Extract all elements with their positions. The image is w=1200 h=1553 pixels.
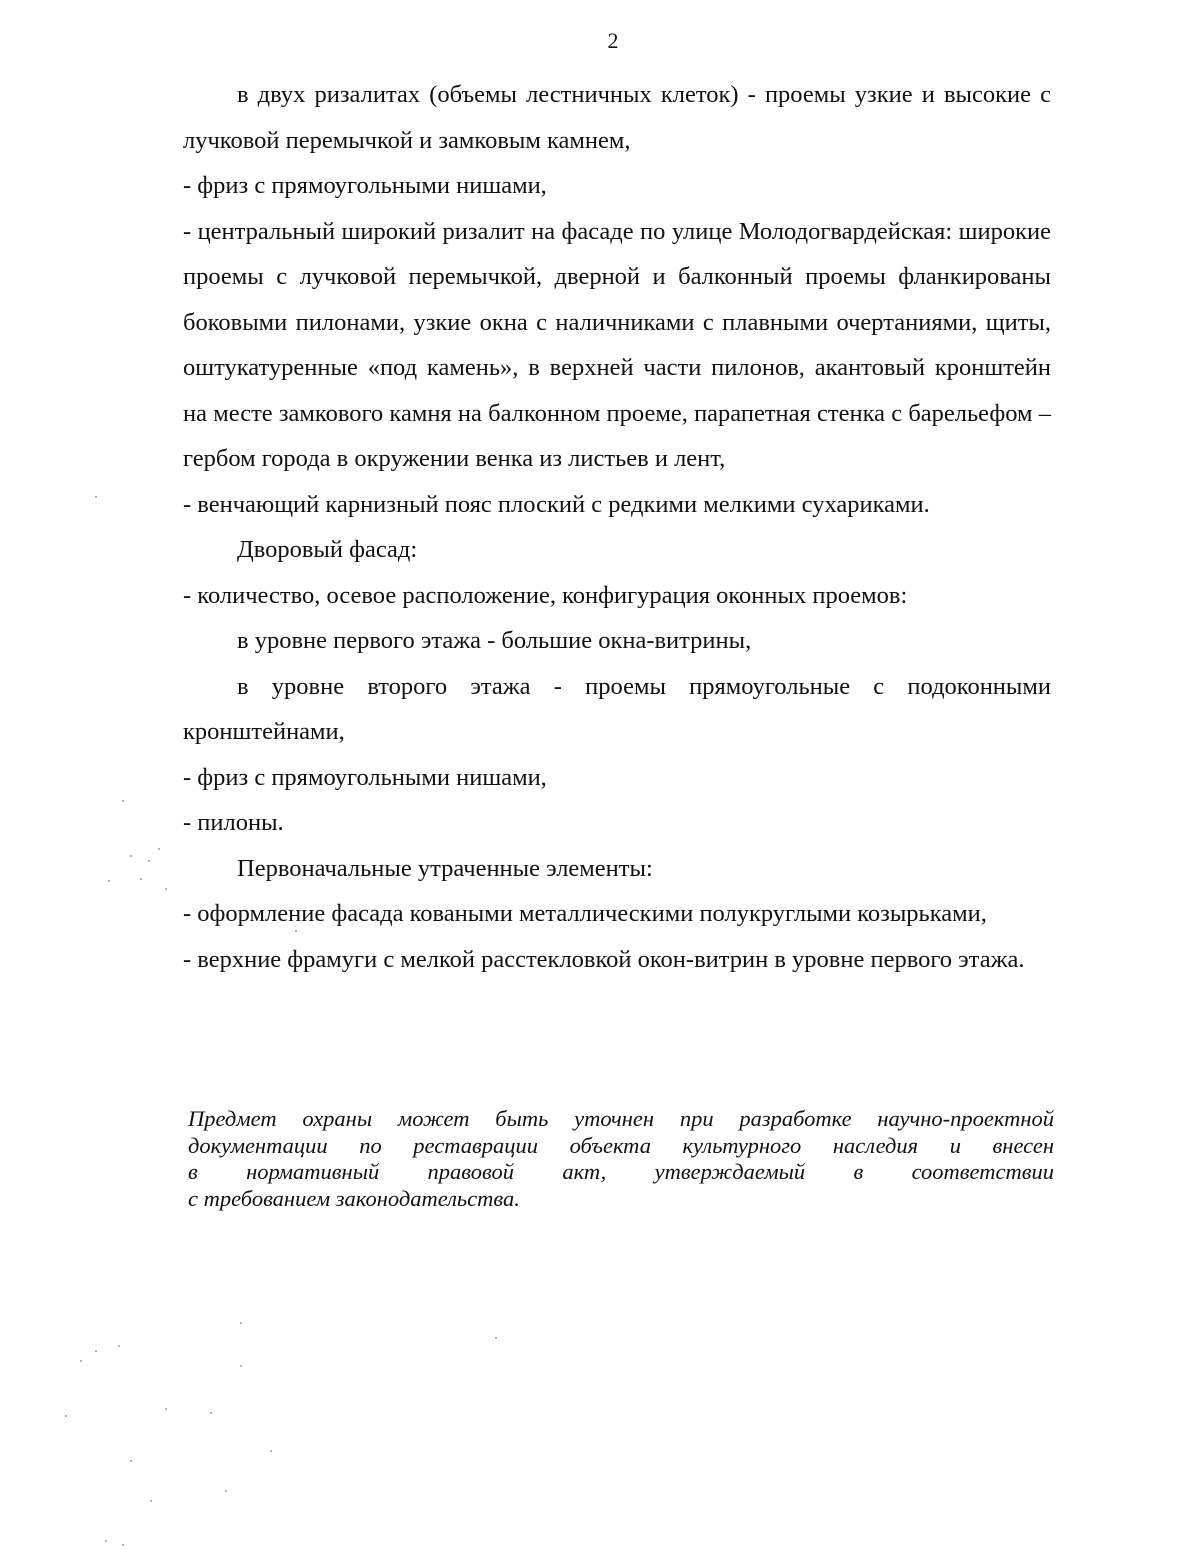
paragraph-transoms: - верхние фрамуги с мелкой расстекловкой окон-витрин в уровне первого этажа. (183, 945, 1025, 973)
heading-courtyard-facade: Дворовый фасад: (237, 536, 418, 563)
paragraph-frieze-main: - фриз с прямоугольными нишами, (183, 172, 547, 199)
paragraph-central-risalit: - центральный широкий ризалит на фасаде по улице Молодогвардейская: широкие проемы с лучковой перемычкой, дверной и балконный проемы фланкированы боковыми пилонами, узкие окна с наличниками с плавными очертаниями, щиты, оштукатуренные «под камень», в верхней части пилонов, акантовый кронштейн на месте замкового камня на балконном проеме, парапетная стенка с барельефом – гербом города в окружении венка из листьев и лент, (183, 217, 1051, 472)
paragraph-second-floor: в уровне второго этажа - проемы прямоугольные с подоконными кронштейнами, (183, 672, 1051, 745)
note-line: Предмет охраны может быть уточнен при разработке научно-проектной (188, 1106, 1054, 1131)
paragraph-window-openings: - количество, осевое расположение, конфигурация оконных проемов: (183, 581, 908, 609)
heading-lost-elements: Первоначальные утраченные элементы: (237, 854, 653, 882)
paragraph-canopies: - оформление фасада коваными металлическими полукруглыми козырьками, (183, 900, 987, 927)
paragraph-pylons: - пилоны. (183, 809, 284, 836)
note-line: документации по реставрации объекта культурного наследия и внесен (188, 1132, 1054, 1158)
note-line: в нормативный правовой акт, утверждаемый в соответствии (188, 1159, 1054, 1184)
page-number: 2 (607, 28, 619, 53)
note-line: с требованием законодательства. (188, 1185, 520, 1211)
document-body (183, 72, 1051, 982)
paragraph-cornice: - венчающий карнизный пояс плоский с редкими мелкими сухариками. (183, 490, 930, 518)
protection-note (188, 1106, 1054, 1212)
paragraph-frieze-courtyard: - фриз с прямоугольными нишами, (183, 763, 547, 791)
paragraph-first-floor: в уровне первого этажа - большие окна-витрины, (237, 627, 752, 654)
paragraph-risalits: в двух ризалитах (объемы лестничных клеток) - проемы узкие и высокие с лучковой перемычкой и замковым камнем, (183, 81, 1051, 154)
